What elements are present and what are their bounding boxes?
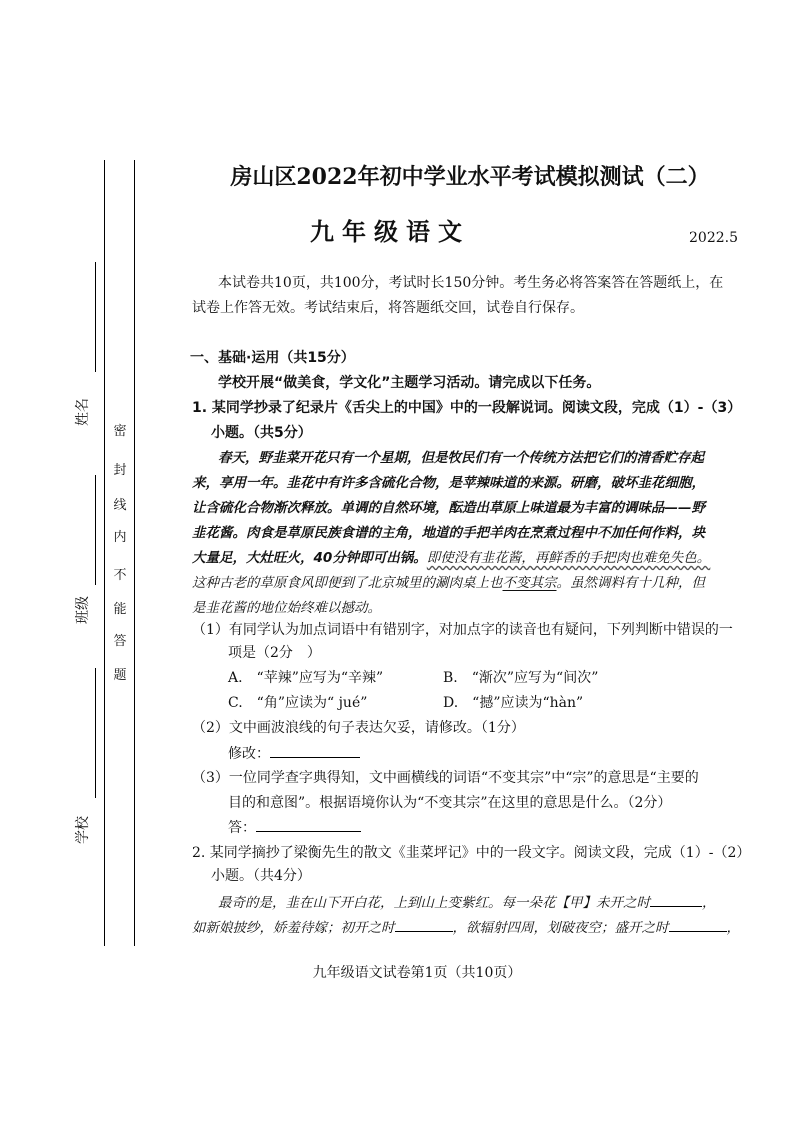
fill-blank[interactable] [395,917,453,932]
seal-char: 线 [113,498,127,513]
q1-stem-line-2: 小题。（共5分） [211,425,312,441]
page-footer: 九年级语文试卷第1页（共10页） [312,965,522,981]
intro-line-2: 试卷上作答无效。考试结束后，将答题纸交回，试卷自行保存。 [192,300,584,316]
q2-passage-line-1 [218,891,716,911]
name-label: 姓名 [75,398,91,426]
passage-text: 。虽然调料有十几种，但 [556,575,705,591]
option-d[interactable]: D. “撼”应读为“hàn” [443,695,584,711]
task-intro: 学校开展“做美食，学文化”主题学习活动。请完成以下任务。 [218,375,601,391]
intro-line-1: 本试卷共10页，共100分，考试时长150分钟。考生务必将答案答在答题纸上，在 [218,275,724,291]
exam-subtitle: 九年级语文 [310,217,470,246]
q1-passage-line-5 [192,546,710,566]
q1-passage-line-4: 韭花酱。肉食是草原民族食谱的主角，地道的手把羊肉在烹煮过程中不加任何作料，块 [192,525,705,541]
passage-bold-part: 大量足，大灶旺火，40分钟即可出锅。 [192,550,427,566]
seal-char: 封 [113,463,127,478]
class-field[interactable] [95,475,96,585]
q1-passage-line-3: 让含硫化合物渐次释放。单调的自然环境，酝造出草原上味道最为丰富的调味品——野 [192,500,705,516]
seal-char: 答 [113,634,127,649]
seal-char: 题 [113,668,127,683]
class-label: 班级 [75,596,91,624]
exam-date: 2022.5 [689,230,738,246]
q2-stem-line-1: 2. 某同学摘抄了梁衡先生的散文《韭菜坪记》中的一段文字。阅读文段，完成（1）-（2） [192,845,751,861]
seal-char: 内 [113,530,127,545]
answer-blank[interactable] [256,817,361,832]
exam-title: 房山区2022年初中学业水平考试模拟测试（二） [230,164,710,190]
underlined-phrase: 不变其宗 [502,575,557,591]
q1-sub3-answer [228,817,361,839]
q1-sub2-answer [228,743,360,765]
seal-char: 密 [113,424,127,439]
section-heading: 一、基础·运用（共15分） [190,350,355,366]
q1-passage-line-2: 来，享用一年。韭花中有许多含硫化合物，是苹辣味道的来源。研磨，破坏韭花细胞， [192,475,705,491]
passage-text: 最奇的是，韭在山下开白花，上到山上变紫红。每一朵花【甲】未开之时 [218,895,650,911]
q1-passage-line-6 [192,571,705,591]
passage-text: ， [726,920,740,936]
passage-text: 如新娘披纱，娇羞待嫁；初开之时 [192,920,395,936]
q2-passage-line-2 [192,916,740,936]
answer-blank[interactable] [270,743,360,758]
q2-stem-line-2: 小题。（共4分） [211,868,311,884]
passage-text: 这种古老的草原食风即便到了北京城里的涮肉桌上也 [192,575,503,591]
wavy-sentence: 即使没有韭花酱，再鲜香的手把肉也难免失色。 [426,550,711,566]
answer-label: 答： [228,820,256,836]
seal-char: 不 [113,568,127,583]
name-field[interactable] [95,262,96,372]
q1-sub1-line-1: （1）有同学认为加点词语中有错别字，对加点字的读音也有疑问，下列判断中错误的一 [192,622,733,638]
q1-sub3-line-2: 目的和意图”。根据语境你认为“不变其宗”在这里的意思是什么。（2分） [228,795,672,811]
q1-passage-line-7: 是韭花酱的地位始终难以撼动。 [192,600,381,616]
q1-sub1-line-2: 项是（2分 ） [228,645,321,661]
school-field[interactable] [95,668,96,798]
fill-blank[interactable] [650,892,702,907]
passage-text: ，欲辐射四周，划破夜空；盛开之时 [452,920,669,936]
binding-line-left [104,160,105,946]
fill-blank[interactable] [669,917,727,932]
q1-passage-line-1: 春天，野韭菜开花只有一个星期，但是牧民们有一个传统方法把它们的清香贮存起 [218,450,704,466]
school-label: 学校 [75,816,91,844]
option-b[interactable]: B. “渐次”应写为“间次” [443,670,599,686]
binding-line-right [134,160,135,946]
q1-sub2: （2）文中画波浪线的句子表达欠妥，请修改。（1分） [192,720,525,736]
seal-char: 能 [113,602,127,617]
q1-sub3-line-1: （3）一位同学查字典得知，文中画横线的词语“不变其宗”中“宗”的意思是“主要的 [192,770,699,786]
passage-text: ， [702,895,716,911]
q1-stem-line-1: 1. 某同学抄录了纪录片《舌尖上的中国》中的一段解说词。阅读文段，完成（1）-（3） [192,400,742,416]
option-a[interactable]: A. “苹辣”应写为“辛辣” [228,670,384,686]
answer-label: 修改： [228,746,270,762]
option-c[interactable]: C. “角”应读为“ jué” [228,695,368,711]
